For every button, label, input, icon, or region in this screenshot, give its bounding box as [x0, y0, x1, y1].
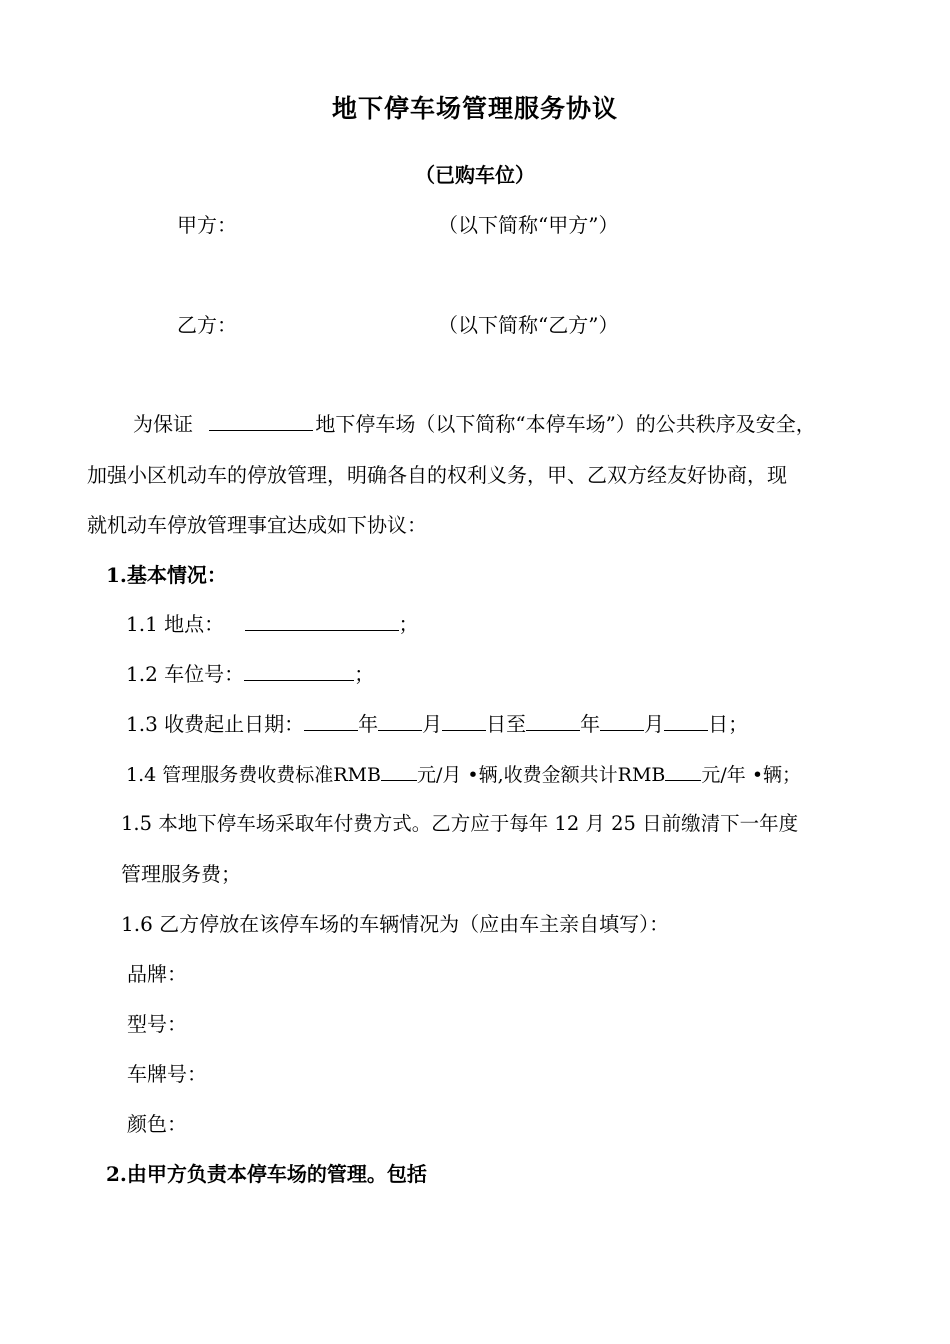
item-1-3 — [126, 710, 748, 738]
party-b-label: 乙方： — [177, 313, 237, 337]
item-1-4-label: 1.4 管理服务费收费标准RMB — [126, 764, 381, 786]
item-1-2 — [126, 660, 374, 688]
location-blank — [245, 610, 399, 631]
space-number-blank — [244, 660, 354, 681]
item-1-4 — [126, 760, 801, 788]
end-month-blank — [600, 710, 644, 731]
item-1-5-line-1: 1.5 本地下停车场采取年付费方式。乙方应于每年 12 月 25 日前缴清下一年度 — [121, 812, 799, 835]
end-day-unit: 日； — [708, 712, 749, 736]
start-day-unit: 日至 — [486, 712, 527, 736]
party-a-label: 甲方： — [177, 213, 237, 237]
intro-prefix: 为保证 — [133, 412, 193, 436]
party-b-alias: （以下简称“乙方”） — [438, 313, 619, 337]
annual-fee-blank — [665, 760, 701, 781]
vehicle-model: 型号： — [127, 1012, 187, 1036]
item-1-4-unit1: 元/月 •辆,收费金额共计RMB — [416, 764, 666, 786]
item-1-1-end: ； — [398, 612, 419, 636]
item-1-6: 1.6 乙方停放在该停车场的车辆情况为（应由车主亲自填写）： — [121, 912, 670, 936]
intro-line-1 — [133, 410, 816, 438]
start-year-blank — [304, 710, 358, 731]
item-1-1 — [126, 610, 419, 638]
start-month-unit: 月 — [422, 712, 443, 736]
intro-line-3: 就机动车停放管理事宜达成如下协议： — [87, 513, 427, 537]
end-year-unit: 年 — [580, 712, 601, 736]
item-1-5-line-2: 管理服务费； — [121, 862, 241, 886]
item-1-2-end: ； — [354, 662, 375, 686]
item-1-1-label: 1.1 地点： — [126, 612, 225, 636]
document-subtitle: （已购车位） — [415, 163, 535, 187]
intro-line-2: 加强小区机动车的停放管理，明确各自的权利义务，甲、乙双方经友好协商，现 — [87, 463, 787, 487]
vehicle-brand: 品牌： — [127, 962, 187, 986]
end-month-unit: 月 — [644, 712, 665, 736]
vehicle-plate: 车牌号： — [127, 1062, 207, 1086]
intro-line1-rest: 地下停车场（以下简称“本停车场”）的公共秩序及安全， — [315, 412, 816, 436]
start-year-unit: 年 — [358, 712, 379, 736]
vehicle-color: 颜色： — [127, 1112, 187, 1136]
section-2-title: 2.由甲方负责本停车场的管理。包括 — [106, 1162, 427, 1186]
start-month-blank — [378, 710, 422, 731]
party-a-alias: （以下简称“甲方”） — [438, 213, 619, 237]
end-year-blank — [526, 710, 580, 731]
start-day-blank — [442, 710, 486, 731]
item-1-2-label: 1.2 车位号： — [126, 662, 245, 686]
end-day-blank — [664, 710, 708, 731]
monthly-fee-blank — [381, 760, 417, 781]
item-1-3-label: 1.3 收费起止日期： — [126, 712, 305, 736]
document-title: 地下停车场管理服务协议 — [331, 94, 618, 123]
parking-name-blank — [209, 410, 313, 431]
item-1-4-unit2: 元/年 •辆； — [701, 764, 802, 786]
section-1-title: 1.基本情况： — [106, 563, 227, 587]
